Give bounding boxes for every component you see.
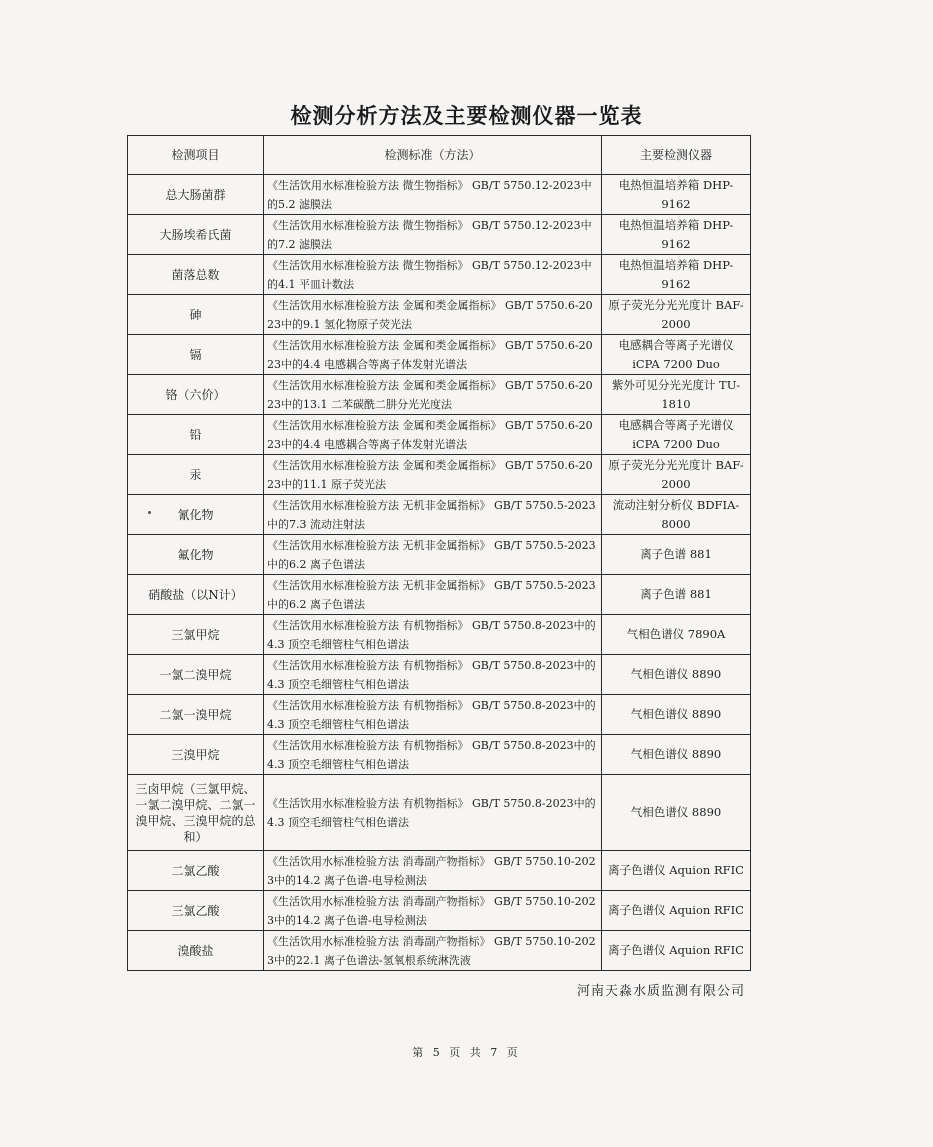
cell-item: 溴酸盐 xyxy=(128,931,264,971)
table-row xyxy=(128,655,751,695)
table-row xyxy=(128,255,751,295)
cell-item: 二氯乙酸 xyxy=(128,851,264,891)
table-row xyxy=(128,735,751,775)
cell-instrument: 气相色谱仪 8890 xyxy=(602,735,751,775)
cell-item: 砷 xyxy=(128,295,264,335)
cell-standard: 《生活饮用水标准检验方法 消毒副产物指标》 GB/T 5750.10-2023中的14.2 离子色谱-电导检测法 xyxy=(264,891,602,931)
table-row xyxy=(128,775,751,851)
cell-instrument: 气相色谱仪 8890 xyxy=(602,695,751,735)
cell-item: 三氯甲烷 xyxy=(128,615,264,655)
cell-standard: 《生活饮用水标准检验方法 金属和类金属指标》 GB/T 5750.6-2023中的9.1 氢化物原子荧光法 xyxy=(264,295,602,335)
table-row xyxy=(128,931,751,971)
table-row xyxy=(128,615,751,655)
header-instrument: 主要检测仪器 xyxy=(602,136,751,175)
table-row xyxy=(128,415,751,455)
cell-standard: 《生活饮用水标准检验方法 有机物指标》 GB/T 5750.8-2023中的4.3 顶空毛细管柱气相色谱法 xyxy=(264,735,602,775)
table-row xyxy=(128,375,751,415)
cell-instrument: 电感耦合等离子光谱仪 iCPA 7200 Duo xyxy=(602,335,751,375)
cell-standard: 《生活饮用水标准检验方法 消毒副产物指标》 GB/T 5750.10-2023中的22.1 离子色谱法-氢氧根系统淋洗液 xyxy=(264,931,602,971)
cell-instrument: 原子荧光分光光度计 BAF-2000 xyxy=(602,295,751,335)
cell-standard: 《生活饮用水标准检验方法 微生物指标》 GB/T 5750.12-2023中的7.2 滤膜法 xyxy=(264,215,602,255)
cell-item: 二氯一溴甲烷 xyxy=(128,695,264,735)
cell-instrument: 电热恒温培养箱 DHP-9162 xyxy=(602,255,751,295)
cell-instrument: 气相色谱仪 7890A xyxy=(602,615,751,655)
cell-item: 镉 xyxy=(128,335,264,375)
cell-item: 汞 xyxy=(128,455,264,495)
cell-instrument: 原子荧光分光光度计 BAF-2000 xyxy=(602,455,751,495)
cell-instrument: 紫外可见分光光度计 TU-1810 xyxy=(602,375,751,415)
table-row xyxy=(128,575,751,615)
cell-standard: 《生活饮用水标准检验方法 金属和类金属指标》 GB/T 5750.6-2023中的11.1 原子荧光法 xyxy=(264,455,602,495)
cell-instrument: 离子色谱 881 xyxy=(602,535,751,575)
table-row xyxy=(128,215,751,255)
page-number: 第 5 页 共 7 页 xyxy=(412,1046,521,1059)
cell-item: 大肠埃希氏菌 xyxy=(128,215,264,255)
cell-item: 铬（六价） xyxy=(128,375,264,415)
cell-item: 氟化物 xyxy=(128,535,264,575)
methods-table xyxy=(127,135,751,971)
document-title: 检测分析方法及主要检测仪器一览表 xyxy=(290,103,643,128)
table-row xyxy=(128,851,751,891)
cell-standard: 《生活饮用水标准检验方法 无机非金属指标》 GB/T 5750.5-2023中的6.2 离子色谱法 xyxy=(264,535,602,575)
cell-standard: 《生活饮用水标准检验方法 无机非金属指标》 GB/T 5750.5-2023中的6.2 离子色谱法 xyxy=(264,575,602,615)
cell-instrument: 电热恒温培养箱 DHP-9162 xyxy=(602,215,751,255)
cell-item: 菌落总数 xyxy=(128,255,264,295)
cell-item: 硝酸盐（以N计） xyxy=(128,575,264,615)
table-row xyxy=(128,891,751,931)
cell-instrument: 离子色谱 881 xyxy=(602,575,751,615)
cell-standard: 《生活饮用水标准检验方法 微生物指标》 GB/T 5750.12-2023中的4.1 平皿计数法 xyxy=(264,255,602,295)
cell-item: 三卤甲烷（三氯甲烷、一氯二溴甲烷、二氯一溴甲烷、三溴甲烷的总和） xyxy=(128,775,264,851)
header-item: 检测项目 xyxy=(128,136,264,175)
cell-standard: 《生活饮用水标准检验方法 微生物指标》 GB/T 5750.12-2023中的5.2 滤膜法 xyxy=(264,175,602,215)
cell-instrument: 流动注射分析仪 BDFIA-8000 xyxy=(602,495,751,535)
table-row xyxy=(128,695,751,735)
cell-instrument: 气相色谱仪 8890 xyxy=(602,775,751,851)
cell-item: 三溴甲烷 xyxy=(128,735,264,775)
cell-instrument: 离子色谱仪 Aquion RFIC xyxy=(602,851,751,891)
cell-item: 铅 xyxy=(128,415,264,455)
cell-standard: 《生活饮用水标准检验方法 有机物指标》 GB/T 5750.8-2023中的4.3 顶空毛细管柱气相色谱法 xyxy=(264,655,602,695)
table-row xyxy=(128,175,751,215)
table-row xyxy=(128,335,751,375)
company-name: 河南天淼水质监测有限公司 xyxy=(576,984,745,999)
header-standard: 检测标准（方法） xyxy=(264,136,602,175)
cell-standard: 《生活饮用水标准检验方法 无机非金属指标》 GB/T 5750.5-2023中的7.3 流动注射法 xyxy=(264,495,602,535)
table-body xyxy=(128,175,751,971)
cell-standard: 《生活饮用水标准检验方法 有机物指标》 GB/T 5750.8-2023中的4.3 顶空毛细管柱气相色谱法 xyxy=(264,775,602,851)
cell-standard: 《生活饮用水标准检验方法 消毒副产物指标》 GB/T 5750.10-2023中的14.2 离子色谱-电导检测法 xyxy=(264,851,602,891)
cell-item: 总大肠菌群 xyxy=(128,175,264,215)
table-row xyxy=(128,295,751,335)
cell-item: 一氯二溴甲烷 xyxy=(128,655,264,695)
table-header-row xyxy=(128,136,751,175)
cell-item: 三氯乙酸 xyxy=(128,891,264,931)
table-row xyxy=(128,495,751,535)
table-row xyxy=(128,455,751,495)
cell-standard: 《生活饮用水标准检验方法 有机物指标》 GB/T 5750.8-2023中的4.3 顶空毛细管柱气相色谱法 xyxy=(264,615,602,655)
cell-standard: 《生活饮用水标准检验方法 金属和类金属指标》 GB/T 5750.6-2023中的4.4 电感耦合等离子体发射光谱法 xyxy=(264,415,602,455)
cell-standard: 《生活饮用水标准检验方法 金属和类金属指标》 GB/T 5750.6-2023中的4.4 电感耦合等离子体发射光谱法 xyxy=(264,335,602,375)
cell-standard: 《生活饮用水标准检验方法 金属和类金属指标》 GB/T 5750.6-2023中的13.1 二苯碳酰二肼分光光度法 xyxy=(264,375,602,415)
cell-item: 氰化物 xyxy=(128,495,264,535)
cell-standard: 《生活饮用水标准检验方法 有机物指标》 GB/T 5750.8-2023中的4.3 顶空毛细管柱气相色谱法 xyxy=(264,695,602,735)
cell-instrument: 电热恒温培养箱 DHP-9162 xyxy=(602,175,751,215)
table-row xyxy=(128,535,751,575)
cell-instrument: 离子色谱仪 Aquion RFIC xyxy=(602,891,751,931)
cell-instrument: 气相色谱仪 8890 xyxy=(602,655,751,695)
cell-instrument: 电感耦合等离子光谱仪 iCPA 7200 Duo xyxy=(602,415,751,455)
cell-instrument: 离子色谱仪 Aquion RFIC xyxy=(602,931,751,971)
scan-speck xyxy=(148,511,151,514)
